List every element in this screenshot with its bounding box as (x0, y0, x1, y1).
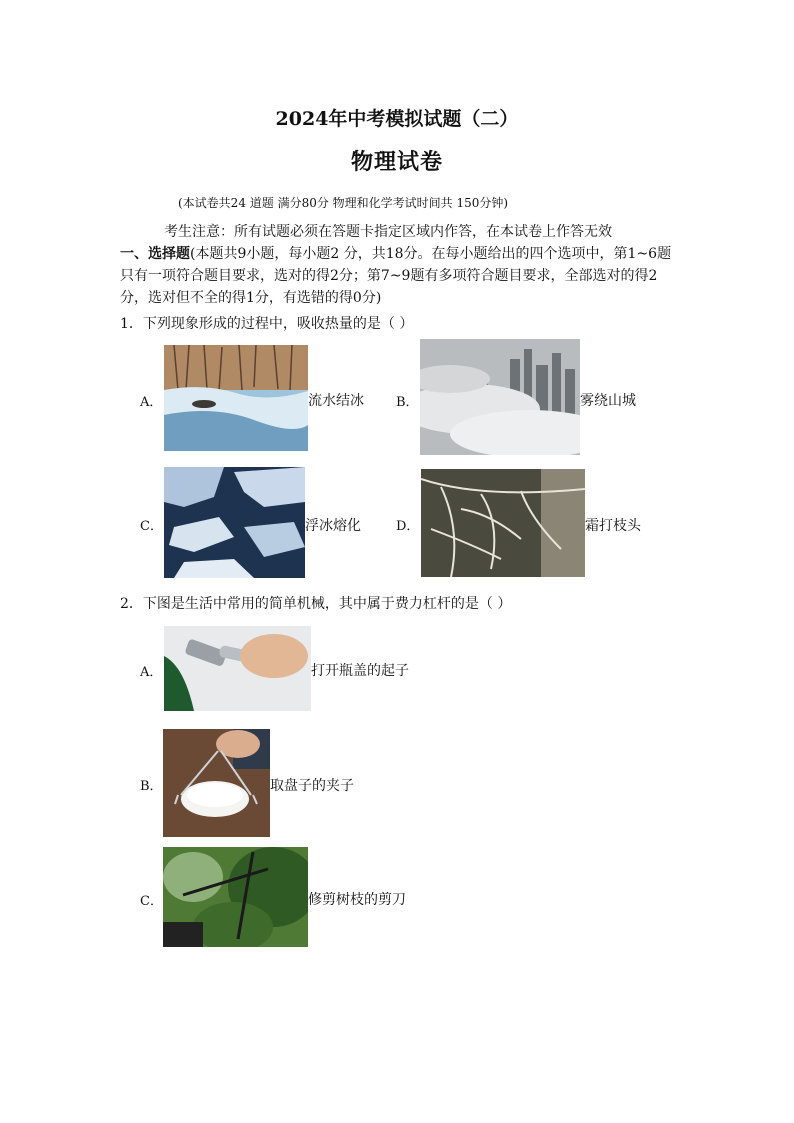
floating-ice-photo (164, 467, 305, 578)
frost-branch-photo (421, 469, 585, 577)
exam-subtitle: 物理试卷 (350, 149, 443, 175)
q2-option-c-letter: C． (140, 894, 163, 909)
exam-info: (本试卷共24 道题 满分80分 物理和化学考试时间共 150分钟) (178, 196, 509, 210)
question-2-stem: 2．下图是生活中常用的简单机械，其中属于费力杠杆的是（ ） (120, 596, 512, 612)
bottle-opener-photo (164, 626, 311, 711)
q1-option-b-caption: 雾绕山城 (580, 393, 636, 409)
q2-option-b-caption: 取盘子的夹子 (270, 778, 354, 794)
pruning-shears-photo (163, 847, 308, 947)
q1-option-a-letter: A． (140, 395, 163, 410)
question-1-stem: 1．下列现象形成的过程中，吸收热量的是（ ） (120, 316, 414, 332)
exam-title: 2024年中考模拟试题（二） (275, 108, 519, 130)
q1-option-b-letter: B． (396, 395, 419, 410)
q1-option-d-letter: D． (396, 519, 420, 534)
frozen-stream-photo (164, 345, 308, 451)
q2-option-a-caption: 打开瓶盖的起子 (311, 663, 409, 679)
plate-clip-photo (163, 729, 270, 837)
q2-option-a-letter: A． (140, 665, 163, 680)
q1-option-d-caption: 霜打枝头 (585, 518, 641, 534)
q1-option-c-caption: 浮冰熔化 (305, 518, 361, 534)
exam-notice: 考生注意：所有试题必须在答题卡指定区域内作答，在本试卷上作答无效 (164, 224, 612, 240)
q1-option-c-letter: C． (140, 519, 163, 534)
q2-option-c-caption: 修剪树枝的剪刀 (308, 892, 406, 908)
section-instructions-text: (本题共9小题，每小题2 分，共18分。在每小题给出的四个选项中，第1~6题只有一项符合题目要求，选对的得2分；第7~9题有多项符合题目要求，全部选对的得2分，选对但不全的得1分，有选错的得0分) (120, 246, 672, 306)
section-heading: 一、选择题 (120, 246, 190, 262)
fog-city-photo (420, 339, 580, 455)
q1-option-a-caption: 流水结冰 (308, 393, 364, 409)
q2-option-b-letter: B． (140, 779, 163, 794)
section-instructions (120, 243, 680, 309)
